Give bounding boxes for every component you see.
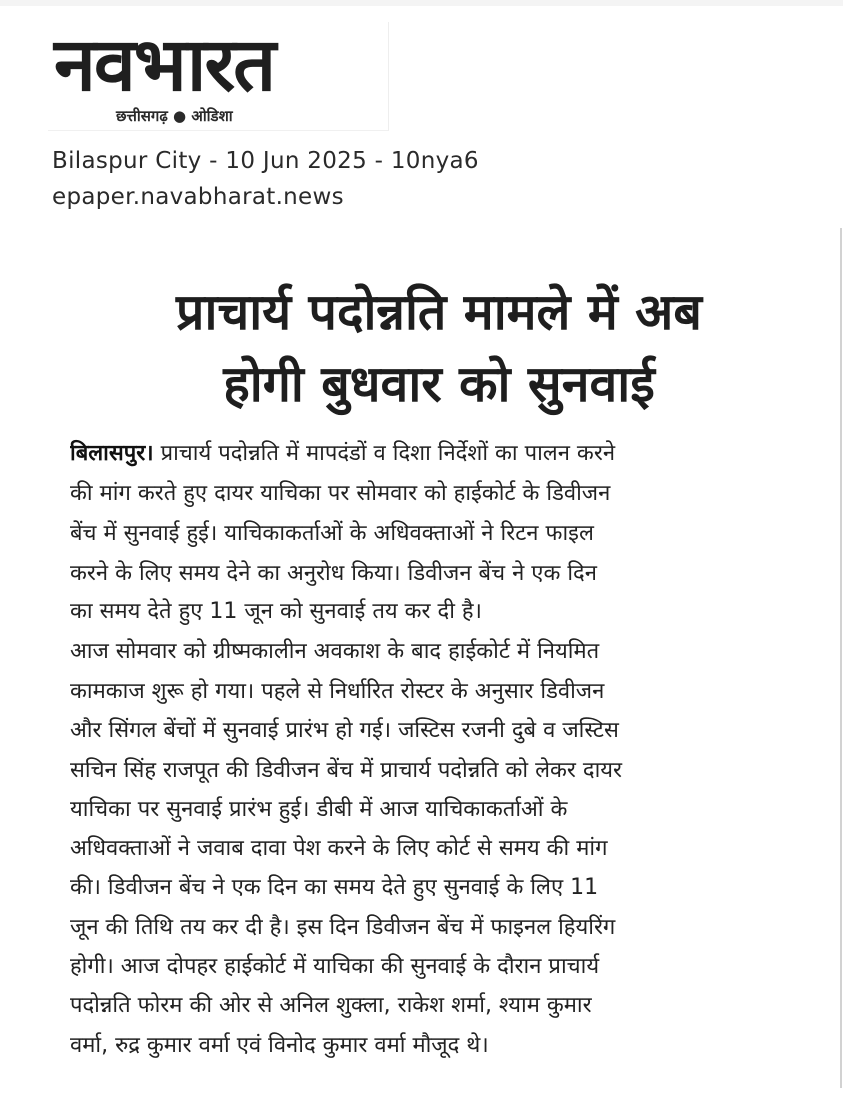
article-body-line: की मांग करते हुए दायर याचिका पर सोमवार को हाईकोर्ट के डिवीजन xyxy=(70,481,611,506)
article-body-line: की। डिवीजन बेंच ने एक दिन का समय देते हुए सुनवाई के लिए 11 xyxy=(70,875,599,900)
article-body-line: आज सोमवार को ग्रीष्मकालीन अवकाश के बाद हाईकोर्ट में नियमित xyxy=(70,639,600,664)
article-body-line: का समय देते हुए 11 जून को सुनवाई तय कर दी है। xyxy=(70,599,482,624)
top-border xyxy=(0,0,843,6)
article-body-line: याचिका पर सुनवाई प्रारंभ हुई। डीबी में आज याचिकाकर्ताओं के xyxy=(70,797,568,822)
article-body-line: पदोन्नति फोरम की ओर से अनिल शुक्ला, राकेश शर्मा, श्याम कुमार xyxy=(70,993,592,1018)
article-body-line: होगी। आज दोपहर हाईकोर्ट में याचिका की सुनवाई के दौरान प्राचार्य xyxy=(70,954,600,979)
article-body-line: वर्मा, रुद्र कुमार वर्मा एवं विनोद कुमार वर्मा मौजूद थे। xyxy=(70,1033,489,1058)
body-text: प्राचार्य पदोन्नति में मापदंडों व दिशा निर्देशों का पालन करने xyxy=(160,441,616,466)
article-body-line: करने के लिए समय देने का अनुरोध किया। डिवीजन बेंच ने एक दिन xyxy=(70,561,597,586)
masthead-logo-text: नवभारत xyxy=(54,22,275,108)
article-body-line: सचिन सिंह राजपूत की डिवीजन बेंच में प्राचार्य पदोन्नति को लेकर दायर xyxy=(70,758,623,783)
headline-line-1: प्राचार्य पदोन्नति मामले में अब xyxy=(176,283,702,341)
masthead-edition: छत्तीसगढ़ ● ओडिशा xyxy=(116,107,233,125)
edition-info: Bilaspur City - 10 Jun 2025 - 10nya6 xyxy=(52,148,479,174)
article-body-line xyxy=(70,438,822,470)
newspaper-masthead xyxy=(48,22,389,131)
headline-line-2: होगी बुधवार को सुनवाई xyxy=(223,355,655,413)
epaper-site: epaper.navabharat.news xyxy=(52,184,344,210)
article-body-line: और सिंगल बेंचों में सुनवाई प्रारंभ हो गई। जस्टिस रजनी दुबे व जस्टिस xyxy=(70,718,619,743)
article-body-line: बेंच में सुनवाई हुई। याचिकाकर्ताओं के अधिवक्ताओं ने रिटन फाइल xyxy=(70,521,594,546)
article-body-line: जून की तिथि तय कर दी है। इस दिन डिवीजन बेंच में फाइनल हियरिंग xyxy=(70,915,616,940)
column-rule xyxy=(840,228,842,1088)
article-body-line: अधिवक्ताओं ने जवाब दावा पेश करने के लिए कोर्ट से समय की मांग xyxy=(70,836,608,861)
article-body-line: कामकाज शुरू हो गया। पहले से निर्धारित रोस्टर के अनुसार डिवीजन xyxy=(70,679,605,704)
dateline: बिलासपुर। xyxy=(70,441,154,466)
